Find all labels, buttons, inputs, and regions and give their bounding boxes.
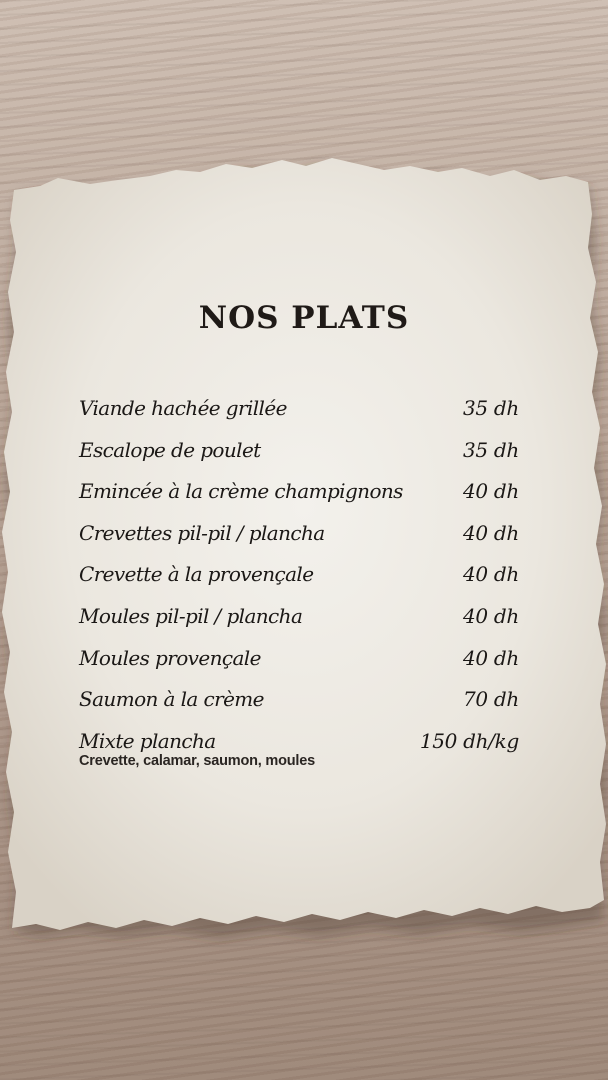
menu-item-name: Viande hachée grillée — [79, 396, 287, 420]
menu-item-price: 40 dh — [463, 603, 519, 628]
menu-item — [79, 729, 519, 755]
menu-item-price: 40 dh — [463, 645, 519, 670]
menu-item-price: 40 dh — [463, 520, 519, 545]
page-title: NOS PLATS — [198, 300, 410, 336]
menu-item — [79, 479, 519, 521]
menu-item-name: Saumon à la crème — [79, 687, 264, 712]
menu-item — [79, 562, 519, 604]
menu-item — [79, 438, 519, 480]
menu-item-name: Moules pil-pil / plancha — [79, 603, 303, 628]
menu-item-name: Crevettes pil-pil / plancha — [79, 520, 325, 545]
menu-item — [79, 396, 519, 438]
menu-list — [79, 396, 519, 769]
menu-item-note: Crevette, calamar, saumon, moules — [79, 752, 315, 769]
menu-item — [79, 646, 519, 688]
menu-item — [79, 687, 519, 729]
menu-item-price: 150 dh/kg — [419, 728, 519, 753]
menu-item-name: Moules provençale — [79, 645, 261, 670]
menu-item-name: Escalope de poulet — [79, 437, 261, 462]
menu-item-price: 35 dh — [463, 437, 519, 462]
menu-item-name: Mixte plancha — [79, 728, 216, 753]
menu-item-price: 70 dh — [463, 687, 519, 712]
menu-item-price: 40 dh — [463, 562, 519, 587]
menu-item-price: 40 dh — [463, 479, 519, 504]
menu-item-name: Crevette à la provençale — [79, 562, 314, 587]
menu-item — [79, 604, 519, 646]
menu-item-name: Emincée à la crème champignons — [79, 479, 403, 504]
menu-item-price: 35 dh — [463, 396, 519, 420]
menu-item — [79, 521, 519, 563]
